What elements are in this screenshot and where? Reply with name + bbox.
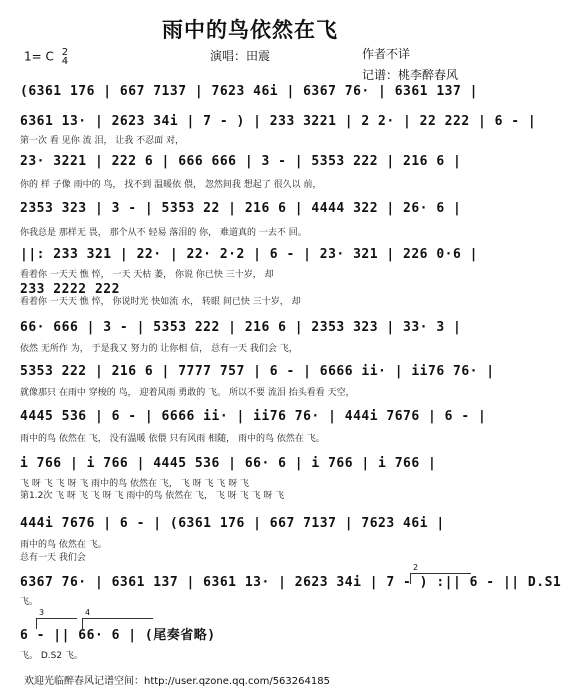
volta-number: 2 [413, 563, 419, 572]
time-bottom: 4 [61, 56, 69, 67]
volta-ending [410, 563, 471, 584]
composer-credit: 作者不详 [362, 47, 411, 61]
notation-line: 23· 3221 | 222 6 | 666 666 | 3 - | 5353 222 | 216 6 | [20, 154, 462, 169]
song-title: 雨中的鸟依然在飞 [162, 17, 338, 42]
notation-line: 444i 7676 | 6 - | (6361 176 | 667 7137 | 7623 46i | [20, 516, 445, 531]
lyric-line: 看着你 一天天 憔 悴， 一天 天枯 萎， 你说 你已快 三十岁， 却 [20, 270, 274, 280]
lyric-line: 第1.2次 飞 呀 飞 飞 呀 飞 雨中的鸟 依然在 飞， 飞 呀 飞 飞 呀 飞 [20, 491, 285, 501]
time-signature [62, 48, 68, 66]
lyric-line: 你我总是 那样无 畏， 那个从不 轻易 落泪的 你， 难道真的 一去不 回。 [20, 228, 307, 238]
lyric-line: 雨中的鸟 依然在 飞， 没有温暖 依偎 只有风雨 相随， 雨中的鸟 依然在 飞。 [20, 434, 325, 444]
notation-line: 2353 323 | 3 - | 5353 22 | 216 6 | 4444 322 | 26· 6 | [20, 201, 462, 216]
notation-line: ||: 233 321 | 22· | 22· 2·2 | 6 - | 23· 321 | 226 0·6 | [20, 247, 478, 262]
lyric-line: 依然 无所作 为， 于是我又 努力的 让你相 信， 总有一天 我们会 飞， [20, 344, 298, 354]
notation-line: 5353 222 | 216 6 | 7777 757 | 6 - | 6666 ii· | ii76 76· | [20, 364, 495, 379]
volta-number: 3 [39, 608, 45, 617]
lyric-line: 雨中的鸟 依然在 飞。 [20, 540, 107, 550]
notation-line: 6 - || 66· 6 | (尾奏省略) [20, 628, 216, 643]
lyric-line: 飞 呀 飞 飞 呀 飞 雨中的鸟 依然在 飞， 飞 呀 飞 飞 呀 飞 [20, 479, 250, 489]
time-top: 2 [61, 47, 69, 58]
notation-line: (6361 176 | 667 7137 | 7623 46i | 6367 76· | 6361 137 | [20, 84, 478, 99]
footer-url: 欢迎光临醉春风记谱空间：http://user.qzone.qq.com/563264185 [24, 676, 330, 687]
notation-line: 66· 666 | 3 - | 5353 222 | 216 6 | 2353 323 | 33· 3 | [20, 320, 462, 335]
volta-ending [36, 608, 77, 629]
lyric-line: 就像那只 在雨中 穿梭的 鸟， 迎着风雨 勇敢的 飞。 所以不要 流泪 抬头看看 天空， [20, 388, 355, 398]
notation-line: i 766 | i 766 | 4445 536 | 66· 6 | i 766 | i 766 | [20, 456, 437, 471]
notation-line: 6361 13· | 2623 34i | 7 - ) | 233 3221 | 2 2· | 22 222 | 6 - | [20, 114, 537, 129]
lyric-line: 飞。 [20, 597, 39, 607]
lyric-line: 你的 样 子像 雨中的 鸟， 找不到 温暖依 偎， 忽然间我 想起了 很久以 前， [20, 180, 322, 190]
lyric-line: 总有一天 我们会 [20, 553, 86, 563]
lyric-line: 飞。 D.S2 飞。 [20, 651, 83, 661]
singer-credit: 演唱：田震 [210, 49, 271, 63]
lyric-line: 看着你 一天天 憔 悴， 你说时光 快如流 水， 转眼 间已快 三十岁， 却 [20, 297, 301, 307]
key-text: 1= C [24, 49, 54, 64]
volta-ending [82, 608, 153, 629]
lyric-line: 第一次 看 见你 流 泪， 让我 不忍面 对， [20, 136, 185, 146]
notation-line: 4445 536 | 6 - | 6666 ii· | ii76 76· | 444i 7676 | 6 - | [20, 409, 487, 424]
notation-line: 233 2222 222 [20, 282, 120, 297]
notation-line: 6367 76· | 6361 137 | 6361 13· | 2623 34i | 7 - ) :|| 6 - || D.S1 [20, 575, 561, 590]
key-signature [24, 48, 68, 66]
volta-number: 4 [85, 608, 91, 617]
notation-credit: 记谱：桃李醉春风 [362, 68, 459, 82]
